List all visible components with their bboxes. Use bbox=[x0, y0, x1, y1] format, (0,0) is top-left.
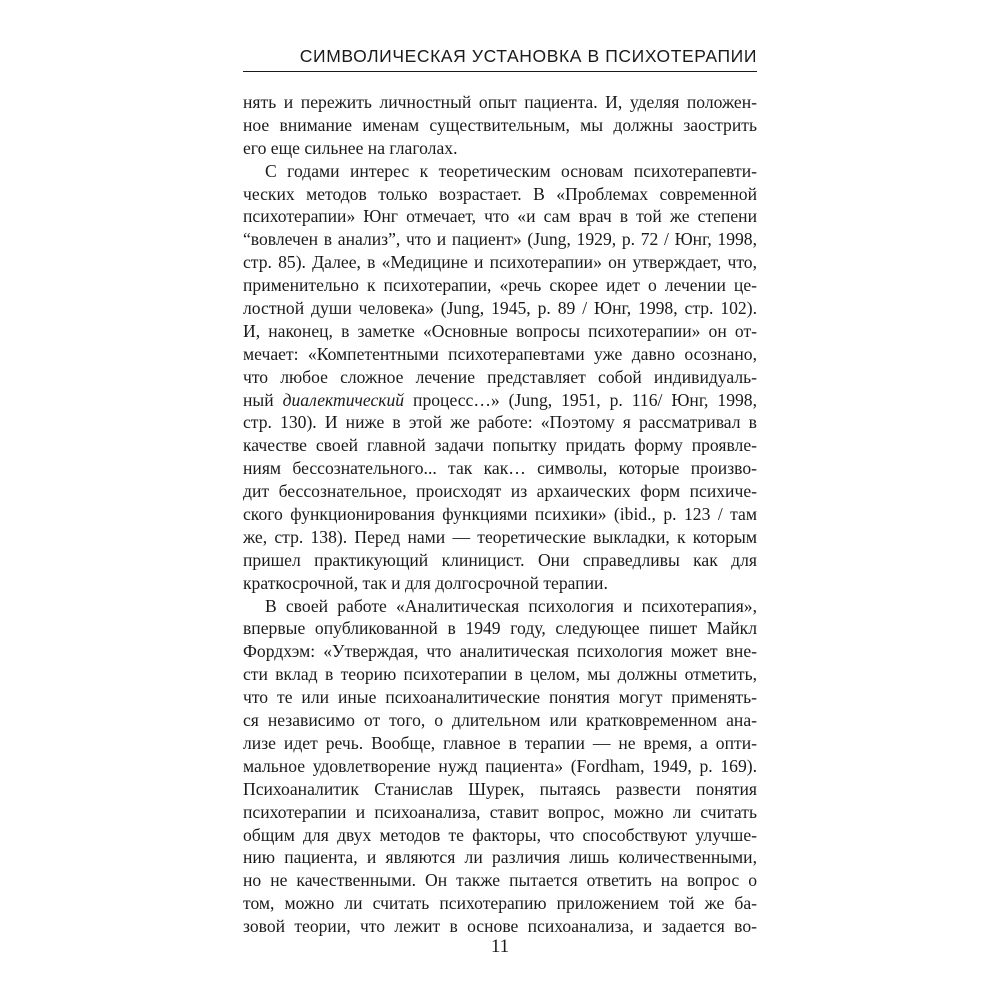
text-line: но не качественными. Он также пытается ответить на вопрос о bbox=[243, 870, 757, 891]
text-line: ского функционирования функциями психики» (ibid., p. 123 / там bbox=[243, 504, 757, 525]
text-line: же, стр. 138). Перед нами — теоретические выкладки, к которым bbox=[243, 526, 757, 547]
text-line: применительно к психотерапии, «речь скорее идет о лечении це- bbox=[243, 275, 757, 296]
emphasized-word: диалектический bbox=[282, 389, 405, 410]
text-line: ное внимание именам существительным, мы должны заострить bbox=[243, 114, 757, 135]
text-line: его еще сильнее на глаголах. bbox=[243, 137, 458, 158]
text-line: “вовлечен в анализ”, что и пациент» (Jung, 1929, p. 72 / Юнг, 1998, bbox=[243, 229, 757, 250]
text-line: И, наконец, в заметке «Основные вопросы психотерапии» он от- bbox=[243, 320, 757, 341]
text-line: ческих методов только возрастает. В «Проблемах современной bbox=[243, 183, 757, 204]
text-line: ный диалектический процесс…» (Jung, 1951, p. 116/ Юнг, 1998, bbox=[243, 389, 757, 410]
text-line: стр. 130). И ниже в этой же работе: «Поэтому я рассматривал в bbox=[243, 412, 757, 433]
text-line: дит бессознательное, происходят из архаических форм психиче- bbox=[243, 481, 757, 502]
text-line: ниям бессознательного... так как… символы, которые произво- bbox=[243, 458, 757, 479]
text-line: В своей работе «Аналитическая психология и психотерапия», bbox=[265, 595, 757, 616]
text-line: Фордхэм: «Утверждая, что аналитическая психология может вне- bbox=[243, 641, 757, 662]
text-line: зовой теории, что лежит в основе психоанализа, и задается во- bbox=[243, 916, 757, 937]
text-line: лизе идет речь. Вообще, главное в терапии — не время, а опти- bbox=[243, 732, 757, 753]
text-line: психотерапии и психоанализа, ставит вопрос, можно ли считать bbox=[243, 801, 757, 822]
text-line: нять и пережить личностный опыт пациента. И, уделяя положен- bbox=[243, 92, 757, 112]
body-text bbox=[243, 91, 757, 938]
running-head: СИМВОЛИЧЕСКАЯ УСТАНОВКА В ПСИХОТЕРАПИИ bbox=[299, 46, 757, 66]
text-line: ся независимо от того, о длительном или кратковременном ана- bbox=[243, 710, 757, 731]
page-number: 11 bbox=[490, 936, 510, 957]
text-line: психотерапии» Юнг отмечает, что «и сам врач в той же степени bbox=[243, 206, 757, 227]
text-line: лостной души человека» (Jung, 1945, p. 89 / Юнг, 1998, стр. 102). bbox=[243, 298, 757, 319]
text-line: общим для двух методов те факторы, что способствуют улучше- bbox=[243, 824, 757, 845]
text-line: Психоаналитик Станислав Шурек, пытаясь развести понятия bbox=[243, 778, 757, 799]
text-line: пришел практикующий клиницист. Они справедливы как для bbox=[243, 549, 757, 570]
text-line: С годами интерес к теоретическим основам психотерапевти- bbox=[265, 160, 757, 181]
text-line: впервые опубликованной в 1949 году, следующее пишет Майкл bbox=[243, 618, 757, 639]
text-line: том, можно ли считать психотерапию приложением той же ба- bbox=[243, 893, 757, 914]
text-line: мальное удовлетворение нужд пациента» (Fordham, 1949, p. 169). bbox=[243, 755, 757, 776]
text-line: качестве своей главной задачи попытку придать форму проявле- bbox=[243, 435, 757, 456]
text-line: что те или иные психоаналитические понятия могут применять- bbox=[243, 687, 757, 708]
text-line: стр. 85). Далее, в «Медицине и психотерапии» он утверждает, что, bbox=[243, 252, 757, 273]
text-line: мечает: «Компетентными психотерапевтами уже давно осознано, bbox=[243, 343, 757, 364]
header-rule bbox=[243, 71, 757, 72]
text-line: нию пациента, и являются ли различия лишь количественными, bbox=[243, 847, 757, 868]
text-line: краткосрочной, так и для долгосрочной терапии. bbox=[243, 572, 608, 593]
text-line: что любое сложное лечение представляет собой индивидуаль- bbox=[243, 366, 757, 387]
text-line: сти вклад в теорию психотерапии в целом, мы должны отметить, bbox=[243, 664, 757, 685]
